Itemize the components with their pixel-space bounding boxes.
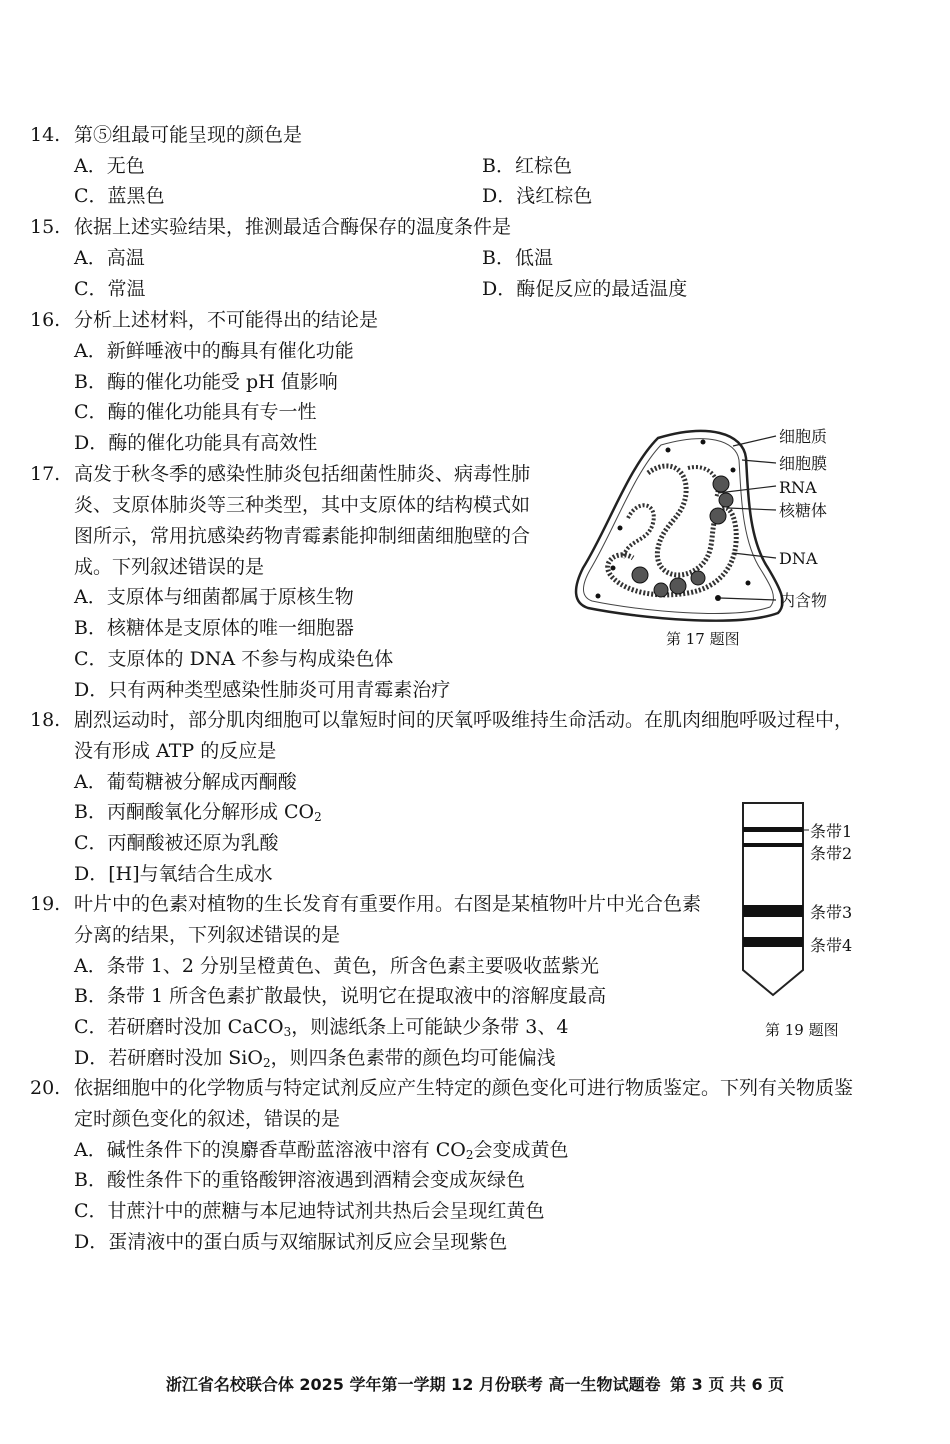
option-d: D．蛋清液中的蛋白质与双缩脲试剂反应会呈现紫色 (74, 1231, 508, 1253)
question-stem-line-1: 高发于秋冬季的感染性肺炎包括细菌性肺炎、病毒性肺 (74, 463, 531, 485)
band-label-4: 条带4 (810, 936, 853, 955)
question-stem: 依据上述实验结果，推测最适合酶保存的温度条件是 (74, 216, 512, 238)
option-a: A．条带 1、2 分别呈橙黄色、黄色，所含色素主要吸收蓝紫光 (74, 955, 599, 977)
question-number: 16. (30, 309, 61, 331)
question-number: 17. (30, 463, 61, 485)
band-1 (743, 827, 803, 832)
option-c: C．若研磨时没加 CaCO$_3$，则滤纸条上可能缺少条带 3、4 (74, 1016, 569, 1039)
option-b: B．条带 1 所含色素扩散最快，说明它在提取液中的溶解度最高 (74, 985, 607, 1007)
label-membrane: 细胞膜 (779, 454, 828, 473)
figure-17-mycoplasma (568, 418, 868, 658)
label-cytoplasm: 细胞质 (779, 427, 828, 446)
question-stem-line-1: 依据细胞中的化学物质与特定试剂反应产生特定的颜色变化可进行物质鉴定。下列有关物质鉴 (74, 1077, 854, 1099)
ribosome (713, 476, 729, 492)
option-d: D．[H]与氧结合生成水 (74, 863, 273, 885)
question-stem-line-4: 成。下列叙述错误的是 (74, 556, 265, 578)
ribosome (670, 578, 686, 594)
band-label-2: 条带2 (810, 844, 853, 863)
ribosome (719, 493, 733, 507)
figure-19-chromatography (725, 795, 895, 1045)
page-footer (0, 1372, 950, 1395)
option-c: C．常温 (74, 278, 146, 300)
question-number: 19. (30, 893, 61, 915)
question-stem: 分析上述材料，不可能得出的结论是 (74, 309, 379, 331)
page-number: 第 3 页 共 6 页 (670, 1375, 785, 1394)
figure-caption: 第 17 题图 (666, 630, 740, 648)
option-c: C．蓝黑色 (74, 185, 165, 207)
option-b: B．低温 (482, 247, 553, 269)
question-number: 15. (30, 216, 61, 238)
question-number: 18. (30, 709, 61, 731)
option-a: A．碱性条件下的溴麝香草酚蓝溶液中溶有 $CO_2$会变成黄色 (74, 1139, 569, 1162)
question-stem-line-2: 没有形成 ATP 的反应是 (74, 740, 277, 762)
question-stem-line-3: 图所示，常用抗感染药物青霉素能抑制细菌细胞壁的合 (74, 525, 531, 547)
band-label-3: 条带3 (810, 903, 853, 922)
option-a: A．无色 (74, 155, 145, 177)
figure-caption: 第 19 题图 (765, 1021, 839, 1039)
ribosome (710, 508, 726, 524)
question-number: 14. (30, 124, 61, 146)
option-c: C．丙酮酸被还原为乳酸 (74, 832, 279, 854)
option-b: B．红棕色 (482, 155, 572, 177)
label-ribosome: 核糖体 (779, 501, 828, 520)
label-rna: RNA (779, 478, 817, 497)
option-a: A．葡萄糖被分解成丙酮酸 (74, 771, 297, 793)
ribosome (691, 571, 705, 585)
band-label-1: 条带1 (810, 822, 853, 841)
option-c: C．酶的催化功能具有专一性 (74, 401, 317, 423)
question-stem-line-1: 剧烈运动时，部分肌肉细胞可以靠短时间的厌氧呼吸维持生命活动。在肌肉细胞呼吸过程中， (74, 709, 854, 731)
option-c: C．支原体的 DNA 不参与构成染色体 (74, 648, 394, 670)
option-a: A．支原体与细菌都属于原核生物 (74, 586, 354, 608)
option-b: B．丙酮酸氧化分解形成 $CO_2$ (74, 801, 322, 824)
band-3 (743, 905, 803, 917)
option-b: B．酶的催化功能受 pH 值影响 (74, 371, 338, 393)
option-d: D．浅红棕色 (482, 185, 593, 207)
question-number: 20. (30, 1077, 61, 1099)
option-d: D．酶的催化功能具有高效性 (74, 432, 318, 454)
option-a: A．高温 (74, 247, 145, 269)
question-stem-line-2: 定时颜色变化的叙述，错误的是 (74, 1108, 341, 1130)
band-2 (743, 843, 803, 847)
option-d: D．酶促反应的最适温度 (482, 278, 688, 300)
label-inclusion: 内含物 (779, 591, 828, 610)
option-d: D．若研磨时没加 SiO$_2$，则四条色素带的颜色均可能偏浅 (74, 1047, 556, 1070)
option-a: A．新鲜唾液中的酶具有催化功能 (74, 340, 354, 362)
band-4 (743, 937, 803, 947)
option-d: D．只有两种类型感染性肺炎可用青霉素治疗 (74, 679, 451, 701)
question-stem-line-1: 叶片中的色素对植物的生长发育有重要作用。右图是某植物叶片中光合色素 (74, 893, 702, 915)
question-stem-line-2: 分离的结果，下列叙述错误的是 (74, 924, 341, 946)
ribosome (632, 567, 648, 583)
question-stem: 第⑤组最可能呈现的颜色是 (74, 124, 303, 146)
question-stem-line-2: 炎、支原体肺炎等三种类型，其中支原体的结构模式如 (74, 494, 531, 516)
label-dna: DNA (779, 549, 818, 568)
ribosome (654, 583, 668, 597)
exam-title: 浙江省名校联合体 2025 学年第一学期 12 月份联考 高一生物试题卷 (165, 1375, 661, 1394)
option-b: B．核糖体是支原体的唯一细胞器 (74, 617, 354, 639)
option-b: B．酸性条件下的重铬酸钾溶液遇到酒精会变成灰绿色 (74, 1169, 525, 1191)
option-c: C．甘蔗汁中的蔗糖与本尼迪特试剂共热后会呈现红黄色 (74, 1200, 545, 1222)
